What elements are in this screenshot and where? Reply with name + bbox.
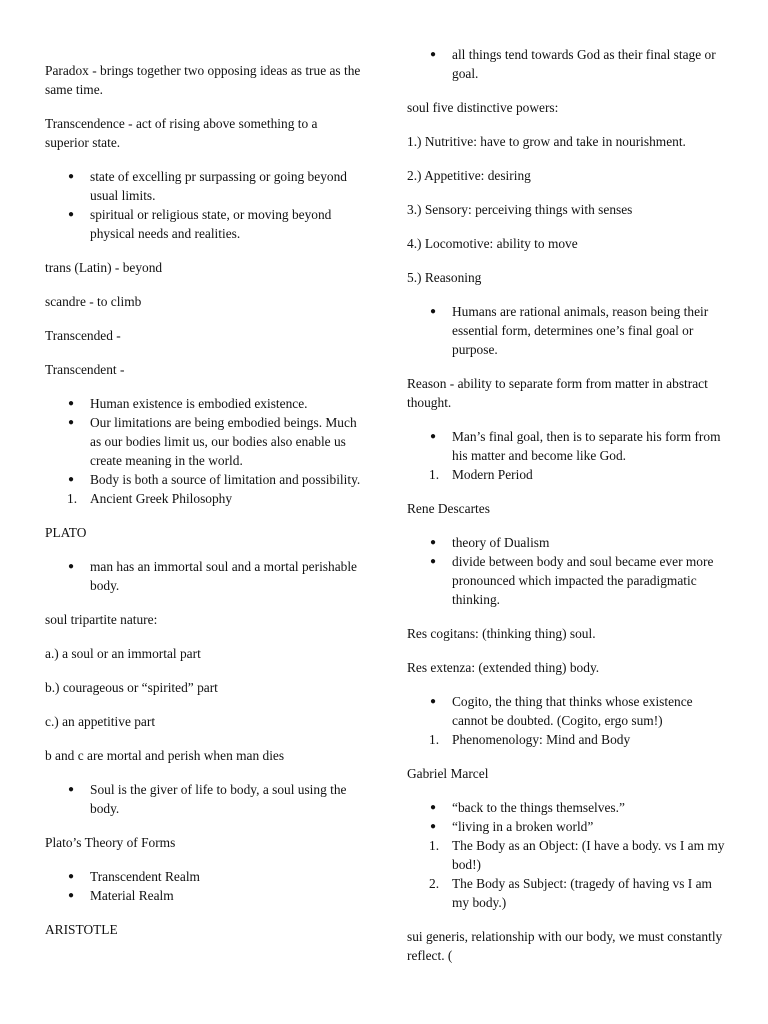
item-number: 2. xyxy=(429,876,440,891)
bullet-icon: ● xyxy=(68,871,75,882)
numbered-item-text: Modern Period xyxy=(452,467,533,482)
numbered-item xyxy=(407,730,729,749)
god-goal-bullet-list xyxy=(407,45,729,83)
embodiment-bullet-list xyxy=(45,394,363,489)
list-item xyxy=(45,867,363,886)
list-item-text: theory of Dualism xyxy=(452,535,550,550)
list-item xyxy=(45,557,363,595)
bullet-icon: ● xyxy=(430,537,437,548)
bullet-icon: ● xyxy=(68,209,75,220)
list-item-text: divide between body and soul became ever more pronounced which impacted the paradigmatic thinking. xyxy=(452,554,714,607)
power-locomotive: 4.) Locomotive: ability to move xyxy=(407,236,578,251)
item-number: 1. xyxy=(429,467,440,482)
soul-tripartite-heading: soul tripartite nature: xyxy=(45,612,158,627)
final-goal-bullet-list xyxy=(407,427,729,465)
list-item-text: Cogito, the thing that thinks whose existence cannot be doubted. (Cogito, ergo sum!) xyxy=(452,694,693,728)
list-item-text: state of excelling pr surpassing or going beyond usual limits. xyxy=(90,169,347,203)
bullet-icon: ● xyxy=(68,561,75,572)
marcel-bullet-list xyxy=(407,798,729,836)
list-item-text: Our limitations are being embodied beings. Much as our bodies limit us, our bodies also enable us create meaning in the world. xyxy=(90,415,357,468)
list-item xyxy=(45,886,363,905)
soul-part-a: a.) a soul or an immortal part xyxy=(45,646,201,661)
soul-life-bullet-list xyxy=(45,780,363,818)
bullet-icon: ● xyxy=(430,821,437,832)
list-item-text: Transcendent Realm xyxy=(90,869,200,884)
left-column xyxy=(45,0,363,954)
sui-generis-note: sui generis, relationship with our body, we must constantly reflect. ( xyxy=(407,929,723,963)
descartes-heading: Rene Descartes xyxy=(407,501,490,516)
numbered-item xyxy=(45,489,363,508)
power-reasoning: 5.) Reasoning xyxy=(407,270,482,285)
body-object-subject-list xyxy=(407,836,729,912)
list-item-text: man has an immortal soul and a mortal perishable body. xyxy=(90,559,357,593)
item-number: 1. xyxy=(429,838,440,853)
soul-powers-heading: soul five distinctive powers: xyxy=(407,100,559,115)
rational-animals-bullet-list xyxy=(407,302,729,359)
cogito-bullet-list xyxy=(407,692,729,730)
mortal-parts-note: b and c are mortal and perish when man dies xyxy=(45,748,285,763)
bullet-icon: ● xyxy=(430,696,437,707)
plato-heading: PLATO xyxy=(45,525,87,540)
trans-etymology: trans (Latin) - beyond xyxy=(45,260,163,275)
list-item xyxy=(45,470,363,489)
power-nutritive: 1.) Nutritive: have to grow and take in nourishment. xyxy=(407,134,686,149)
bullet-icon: ● xyxy=(68,784,75,795)
dualism-bullet-list xyxy=(407,533,729,609)
bullet-icon: ● xyxy=(68,890,75,901)
theory-of-forms-heading: Plato’s Theory of Forms xyxy=(45,835,176,850)
soul-part-c: c.) an appetitive part xyxy=(45,714,156,729)
soul-part-b: b.) courageous or “spirited” part xyxy=(45,680,218,695)
numbered-item xyxy=(407,836,729,874)
bullet-icon: ● xyxy=(68,171,75,182)
list-item xyxy=(407,692,729,730)
res-cogitans-definition: Res cogitans: (thinking thing) soul. xyxy=(407,626,596,641)
list-item xyxy=(45,413,363,470)
list-item-text: “back to the things themselves.” xyxy=(452,800,625,815)
list-item xyxy=(407,552,729,609)
list-item xyxy=(407,798,729,817)
numbered-item-text: The Body as Subject: (tragedy of having vs I am my body.) xyxy=(452,876,712,910)
list-item-text: all things tend towards God as their final stage or goal. xyxy=(452,47,716,81)
numbered-item xyxy=(407,465,729,484)
list-item-text: Man’s final goal, then is to separate his form from his matter and become like God. xyxy=(452,429,721,463)
numbered-item-text: Ancient Greek Philosophy xyxy=(90,491,233,506)
marcel-heading: Gabriel Marcel xyxy=(407,766,489,781)
numbered-heading-list xyxy=(407,730,729,749)
numbered-item-text: The Body as an Object: (I have a body. vs I am my bod!) xyxy=(452,838,725,872)
list-item xyxy=(407,427,729,465)
bullet-icon: ● xyxy=(430,306,437,317)
power-appetitive: 2.) Appetitive: desiring xyxy=(407,168,531,183)
bullet-icon: ● xyxy=(430,49,437,60)
list-item xyxy=(407,817,729,836)
list-item xyxy=(45,780,363,818)
bullet-icon: ● xyxy=(430,802,437,813)
bullet-icon: ● xyxy=(430,556,437,567)
list-item xyxy=(45,167,363,205)
list-item-text: Body is both a source of limitation and possibility. xyxy=(90,472,361,487)
transcendent-term: Transcendent - xyxy=(45,362,125,377)
scandre-etymology: scandre - to climb xyxy=(45,294,142,309)
power-sensory: 3.) Sensory: perceiving things with senses xyxy=(407,202,633,217)
list-item-text: Human existence is embodied existence. xyxy=(90,396,308,411)
bullet-icon: ● xyxy=(68,474,75,485)
list-item-text: Soul is the giver of life to body, a soul using the body. xyxy=(90,782,347,816)
list-item xyxy=(45,205,363,243)
numbered-heading-list xyxy=(407,465,729,484)
list-item xyxy=(407,533,729,552)
list-item-text: “living in a broken world” xyxy=(452,819,594,834)
transcendence-bullet-list xyxy=(45,167,363,243)
list-item xyxy=(407,45,729,83)
numbered-heading-list xyxy=(45,489,363,508)
list-item xyxy=(45,394,363,413)
transcended-term: Transcended - xyxy=(45,328,121,343)
reason-definition: Reason - ability to separate form from matter in abstract thought. xyxy=(407,376,708,410)
list-item-text: spiritual or religious state, or moving beyond physical needs and realities. xyxy=(90,207,332,241)
item-number: 1. xyxy=(67,491,78,506)
res-extenza-definition: Res extenza: (extended thing) body. xyxy=(407,660,600,675)
transcendence-definition: Transcendence - act of rising above something to a superior state. xyxy=(45,116,318,150)
list-item-text: Material Realm xyxy=(90,888,174,903)
item-number: 1. xyxy=(429,732,440,747)
bullet-icon: ● xyxy=(68,398,75,409)
bullet-icon: ● xyxy=(68,417,75,428)
numbered-item-text: Phenomenology: Mind and Body xyxy=(452,732,631,747)
numbered-item xyxy=(407,874,729,912)
aristotle-heading: ARISTOTLE xyxy=(45,922,118,937)
plato-bullet-list xyxy=(45,557,363,595)
list-item-text: Humans are rational animals, reason being their essential form, determines one’s final goal or purpose. xyxy=(452,304,709,357)
list-item xyxy=(407,302,729,359)
paradox-definition: Paradox - brings together two opposing ideas as true as the same time. xyxy=(45,63,361,97)
realms-bullet-list xyxy=(45,867,363,905)
right-column xyxy=(407,0,729,980)
bullet-icon: ● xyxy=(430,431,437,442)
